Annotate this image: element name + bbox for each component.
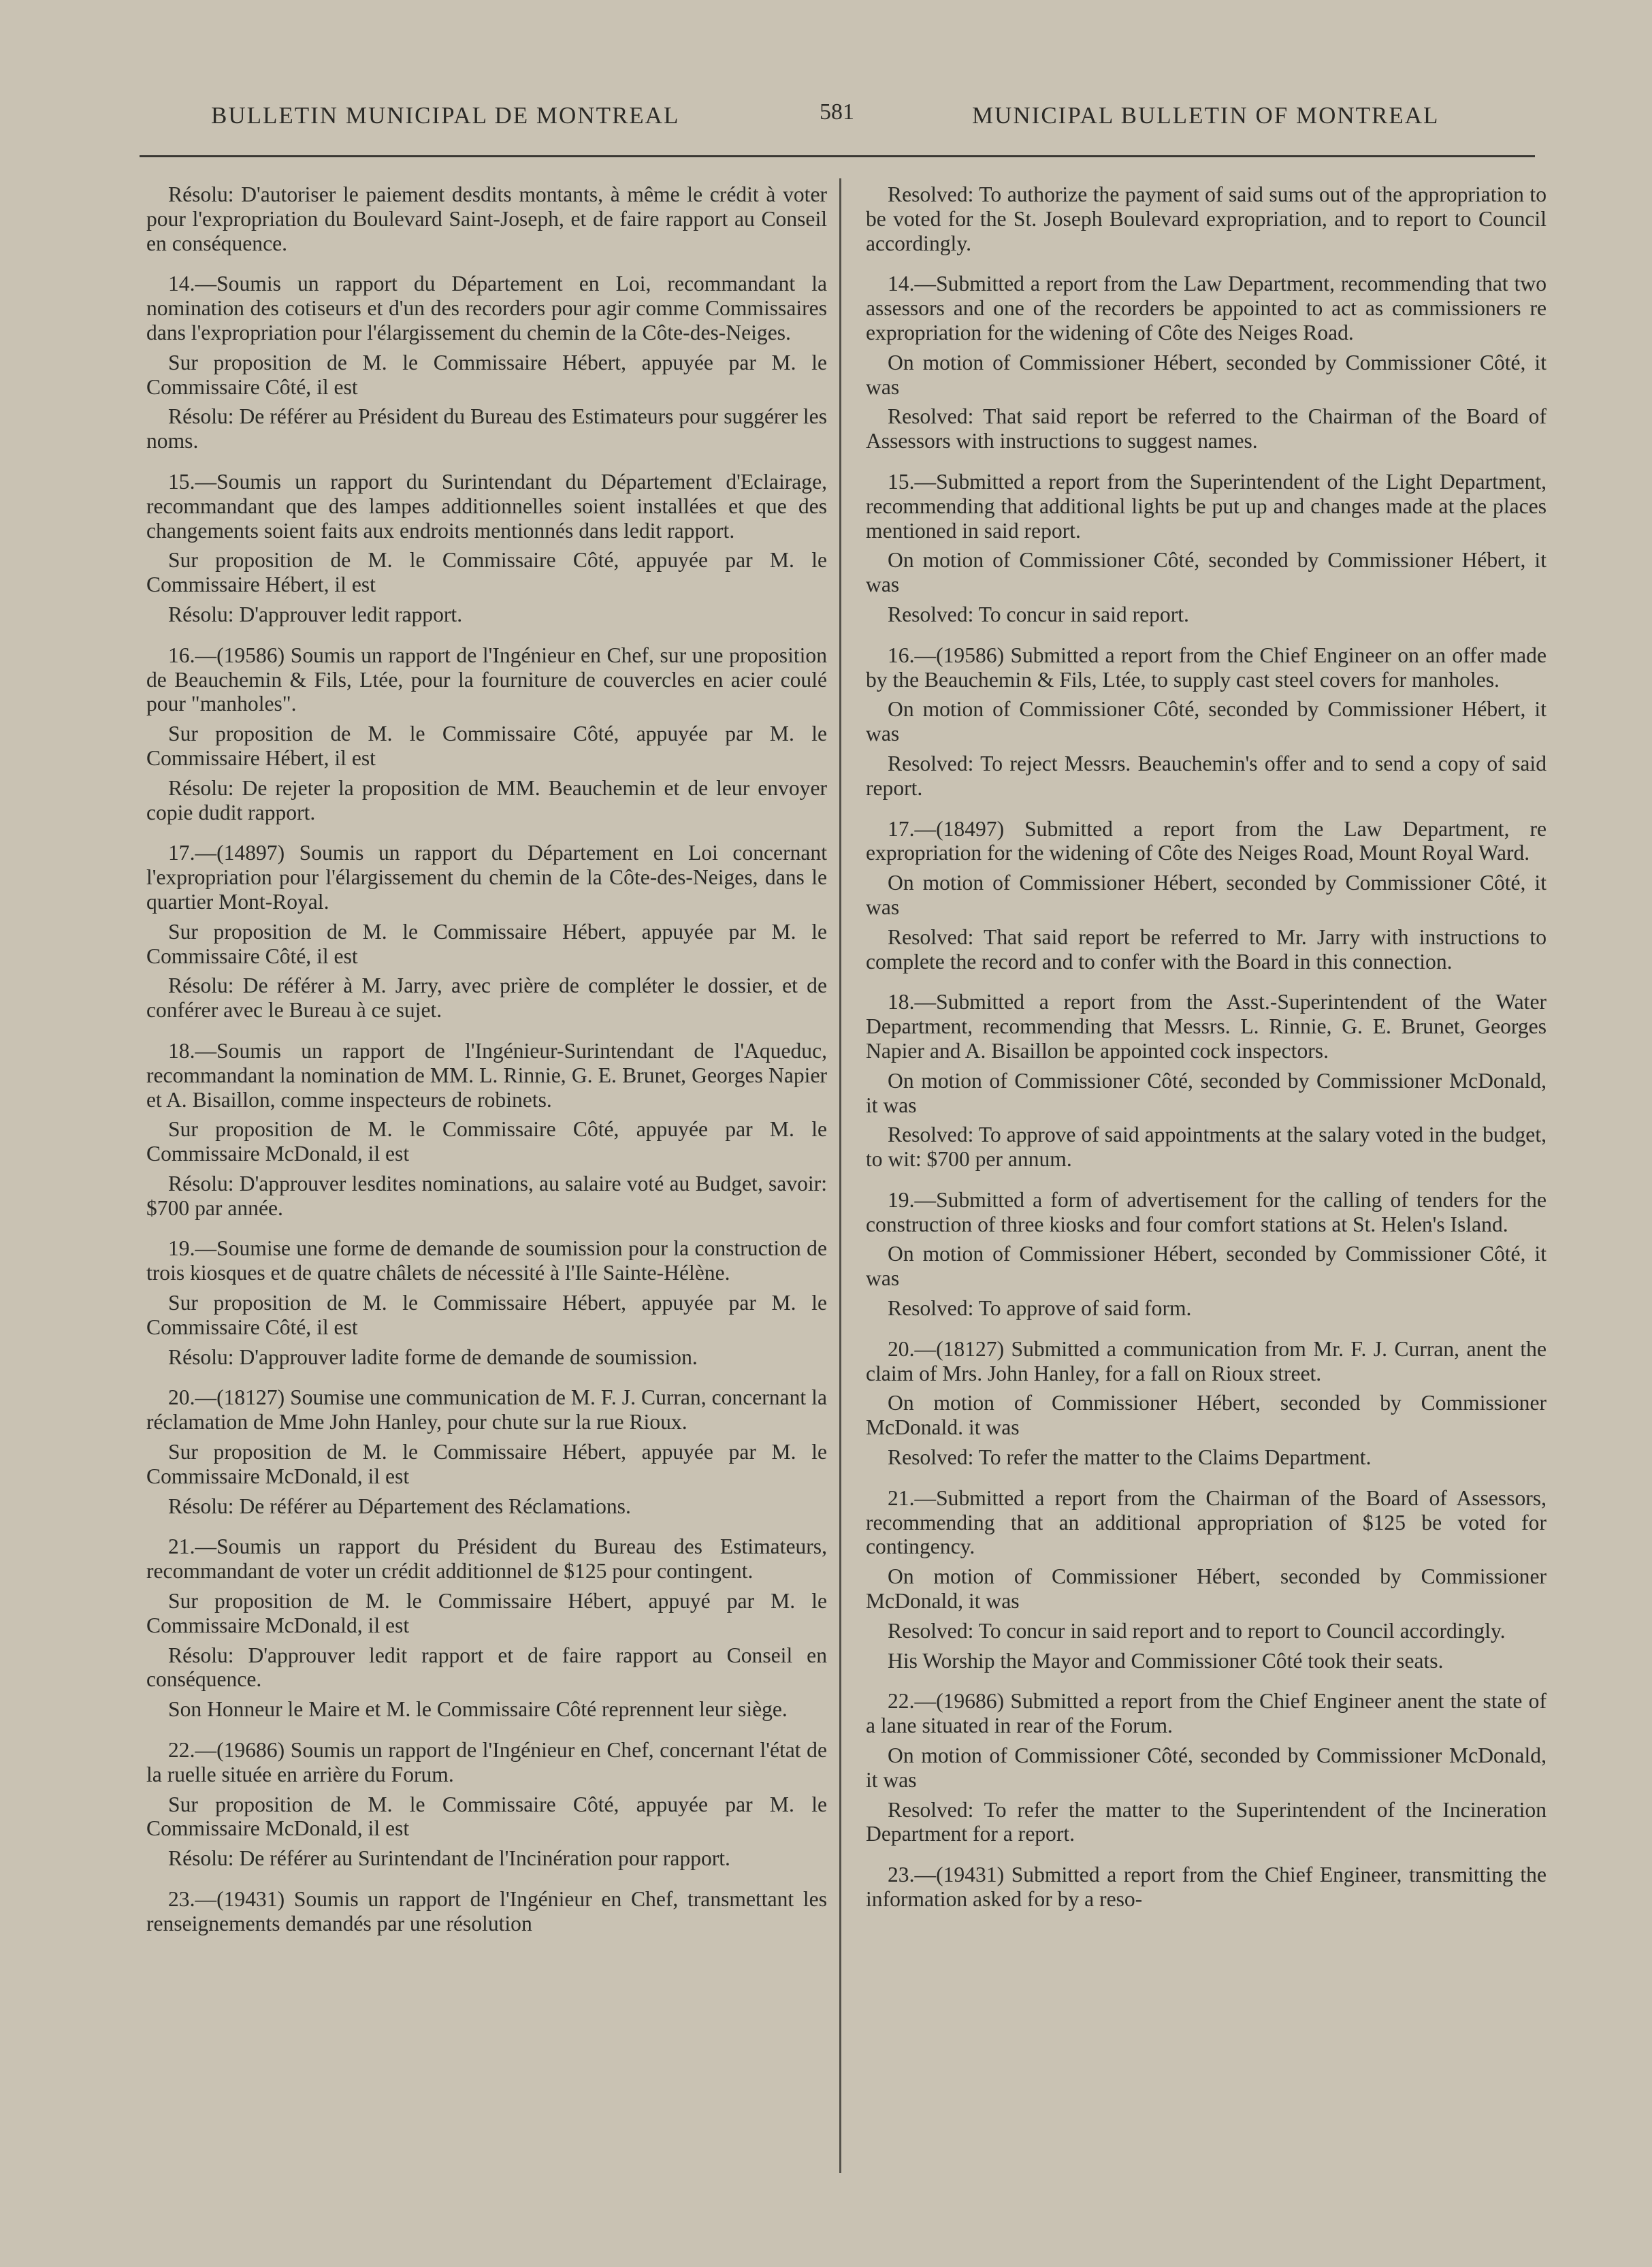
paragraph: 19.—Soumise une forme de demande de soumission pour la construction de trois kiosques et de quatre châlets de nécessité à l'Ile Sainte-Hélène. xyxy=(146,1236,827,1285)
paragraph: Sur proposition de M. le Commissaire Côté, appuyée par M. le Commissaire Hébert, il est xyxy=(146,722,827,770)
page-number: 581 xyxy=(820,99,854,125)
paragraph: Sur proposition de M. le Commissaire Côté, appuyée par M. le Commissaire McDonald, il est xyxy=(146,1792,827,1841)
paragraph: Resolved: To concur in said report. xyxy=(888,602,1189,626)
paragraph: On motion of Commissioner Hébert, seconded by Commissioner Côté, it was xyxy=(866,1242,1546,1291)
paragraph: On motion of Commissioner Côté, seconded by Commissioner Hébert, it was xyxy=(866,548,1546,597)
paragraph: 14.—Submitted a report from the Law Department, recommending that two assessors and one of the recorders be appointed to act as commissioners re expropriation for the widening of Côte des Neiges Road. xyxy=(866,272,1546,344)
paragraph: Résolu: De référer au Département des Réclamations. xyxy=(168,1494,631,1518)
paragraph: Sur proposition de M. le Commissaire Côté, appuyée par M. le Commissaire McDonald, il est xyxy=(146,1117,827,1166)
paragraph: Résolu: D'approuver ladite forme de demande de soumission. xyxy=(168,1345,698,1369)
paragraph: 14.—Soumis un rapport du Département en Loi, recommandant la nomination des cotiseurs et d'un des recorders pour agir comme Commissaires dans l'expropriation pour l'élargissement du chemin de la Côte-des-Neiges. xyxy=(146,272,827,344)
paragraph: Sur proposition de M. le Commissaire Hébert, appuyée par M. le Commissaire Côté, il est xyxy=(146,350,827,399)
paragraph: 22.—(19686) Soumis un rapport de l'Ingénieur en Chef, concernant l'état de la ruelle située en arrière du Forum. xyxy=(146,1738,827,1786)
paragraph: Son Honneur le Maire et M. le Commissaire Côté reprennent leur siège. xyxy=(168,1697,788,1722)
paragraph: Sur proposition de M. le Commissaire Hébert, appuyée par M. le Commissaire McDonald, il est xyxy=(146,1440,827,1488)
paragraph: 20.—(18127) Soumise une communication de M. F. J. Curran, concernant la réclamation de Mme John Hanley, pour chute sur la rue Rioux. xyxy=(146,1385,827,1434)
paragraph: 17.—(18497) Submitted a report from the Law Department, re expropriation for the widening of Côte des Neiges Road, Mount Royal Ward. xyxy=(866,816,1546,865)
paragraph: 16.—(19586) Submitted a report from the Chief Engineer on an offer made by the Beauchemin & Fils, Ltée, to supply cast steel covers for manholes. xyxy=(866,643,1546,692)
paragraph: Résolu: De référer au Surintendant de l'Incinération pour rapport. xyxy=(168,1846,730,1871)
paragraph: Sur proposition de M. le Commissaire Hébert, appuyée par M. le Commissaire Côté, il est xyxy=(146,919,827,968)
paragraph: 16.—(19586) Soumis un rapport de l'Ingénieur en Chef, sur une proposition de Beauchemin & Fils, Ltée, pour la fourniture de couvercles en acier coulé pour "manholes". xyxy=(146,643,827,716)
paragraph: Resolved: That said report be referred to Mr. Jarry with instructions to complete the record and to confer with the Board in this connection. xyxy=(866,925,1546,974)
paragraph: On motion of Commissioner Hébert, seconded by Commissioner Côté, it was xyxy=(866,350,1546,399)
paragraph: Resolved: To approve of said form. xyxy=(888,1296,1192,1321)
paragraph: On motion of Commissioner Côté, seconded by Commissioner McDonald, it was xyxy=(866,1068,1546,1117)
paragraph: On motion of Commissioner Hébert, seconded by Commissioner Côté, it was xyxy=(866,871,1546,919)
paragraph: Resolved: To concur in said report and to report to Council accordingly. xyxy=(888,1618,1506,1643)
paragraph: Resolved: To approve of said appointments at the salary voted in the budget, to wit: $700 per annum. xyxy=(866,1123,1546,1172)
paragraph: 18.—Submitted a report from the Asst.-Superintendent of the Water Department, recommending that Messrs. L. Rinnie, G. E. Brunet, Georges Napier and A. Bisaillon be appointed cock inspectors. xyxy=(866,990,1546,1063)
paragraph: Resolved: To reject Messrs. Beauchemin's offer and to send a copy of said report. xyxy=(866,751,1546,800)
paragraph: On motion of Commissioner Hébert, seconded by Commissioner McDonald, it was xyxy=(866,1564,1546,1613)
paragraph: 17.—(14897) Soumis un rapport du Département en Loi concernant l'expropriation pour l'élargissement du chemin de la Côte-des-Neiges, dans le quartier Mont-Royal. xyxy=(146,841,827,914)
paragraph: Sur proposition de M. le Commissaire Côté, appuyée par M. le Commissaire Hébert, il est xyxy=(146,548,827,597)
paragraph: On motion of Commissioner Hébert, seconded by Commissioner McDonald. it was xyxy=(866,1391,1546,1440)
header-french-title: BULLETIN MUNICIPAL DE MONTREAL xyxy=(211,102,680,129)
paragraph: Résolu: D'approuver lesdites nominations, au salaire voté au Budget, savoir: $700 par année. xyxy=(146,1171,827,1220)
paragraph: 22.—(19686) Submitted a report from the Chief Engineer anent the state of a lane situated in rear of the Forum. xyxy=(866,1689,1546,1738)
french-column xyxy=(146,182,827,1942)
paragraph: Résolu: D'autoriser le paiement desdits montants, à même le crédit à voter pour l'expropriation du Boulevard Saint-Joseph, et de faire rapport au Conseil en conséquence. xyxy=(146,182,827,255)
paragraph: Resolved: To refer the matter to the Superintendent of the Incineration Department for a report. xyxy=(866,1797,1546,1846)
paragraph: Résolu: De rejeter la proposition de MM. Beauchemin et de leur envoyer copie dudit rapport. xyxy=(146,775,827,824)
paragraph: Résolu: D'approuver ledit rapport. xyxy=(168,602,463,626)
paragraph: On motion of Commissioner Côté, seconded by Commissioner Hébert, it was xyxy=(866,697,1546,746)
paragraph: Resolved: To refer the matter to the Claims Department. xyxy=(888,1445,1372,1470)
paragraph: 21.—Soumis un rapport du Président du Bureau des Estimateurs, recommandant de voter un crédit additionnel de $125 pour contingent. xyxy=(146,1534,827,1583)
header-rule xyxy=(140,155,1535,157)
paragraph: Resolved: That said report be referred to the Chairman of the Board of Assessors with instructions to suggest names. xyxy=(866,404,1546,453)
paragraph: 20.—(18127) Submitted a communication from Mr. F. J. Curran, anent the claim of Mrs. John Hanley, for a fall on Rioux street. xyxy=(866,1336,1546,1385)
paragraph: 19.—Submitted a form of advertisement for the calling of tenders for the construction of three kiosks and four comfort stations at St. Helen's Island. xyxy=(866,1187,1546,1236)
header-english-title: MUNICIPAL BULLETIN OF MONTREAL xyxy=(972,102,1440,129)
paragraph: His Worship the Mayor and Commissioner Côté took their seats. xyxy=(888,1648,1444,1673)
paragraph: Resolved: To authorize the payment of said sums out of the appropriation to be voted for the St. Joseph Boulevard expropriation, and to report to Council accordingly. xyxy=(866,182,1546,255)
paragraph: Résolu: D'approuver ledit rapport et de faire rapport au Conseil en conséquence. xyxy=(146,1643,827,1692)
paragraph: 18.—Soumis un rapport de l'Ingénieur-Surintendant de l'Aqueduc, recommandant la nomination de MM. L. Rinnie, G. E. Brunet, Georges Napier et A. Bisaillon, comme inspecteurs de robinets. xyxy=(146,1038,827,1112)
column-divider xyxy=(839,178,841,2173)
paragraph: 15.—Soumis un rapport du Surintendant du Département d'Eclairage, recommandant que des lampes additionnelles soient installées et que des changements soient faits aux endroits mentionnés dans ledit rapport. xyxy=(146,469,827,543)
paragraph: 23.—(19431) Submitted a report from the Chief Engineer, transmitting the information asked for by a reso- xyxy=(866,1863,1546,1912)
paragraph: Sur proposition de M. le Commissaire Hébert, appuyé par M. le Commissaire McDonald, il est xyxy=(146,1589,827,1637)
paragraph: Sur proposition de M. le Commissaire Hébert, appuyée par M. le Commissaire Côté, il est xyxy=(146,1291,827,1339)
paragraph: 15.—Submitted a report from the Superintendent of the Light Department, recommending that additional lights be put up and changes made at the places mentioned in said report. xyxy=(866,469,1546,543)
paragraph: 23.—(19431) Soumis un rapport de l'Ingénieur en Chef, transmettant les renseignements demandés par une résolution xyxy=(146,1887,827,1935)
paragraph: Résolu: De référer à M. Jarry, avec prière de compléter le dossier, et de conférer avec le Bureau à ce sujet. xyxy=(146,974,827,1023)
paragraph: On motion of Commissioner Côté, seconded by Commissioner McDonald, it was xyxy=(866,1743,1546,1792)
english-column xyxy=(866,182,1546,1917)
paragraph: Résolu: De référer au Président du Bureau des Estimateurs pour suggérer les noms. xyxy=(146,404,827,453)
paragraph: 21.—Submitted a report from the Chairman of the Board of Assessors, recommending that an additional appropriation of $125 be voted for contingency. xyxy=(866,1485,1546,1559)
